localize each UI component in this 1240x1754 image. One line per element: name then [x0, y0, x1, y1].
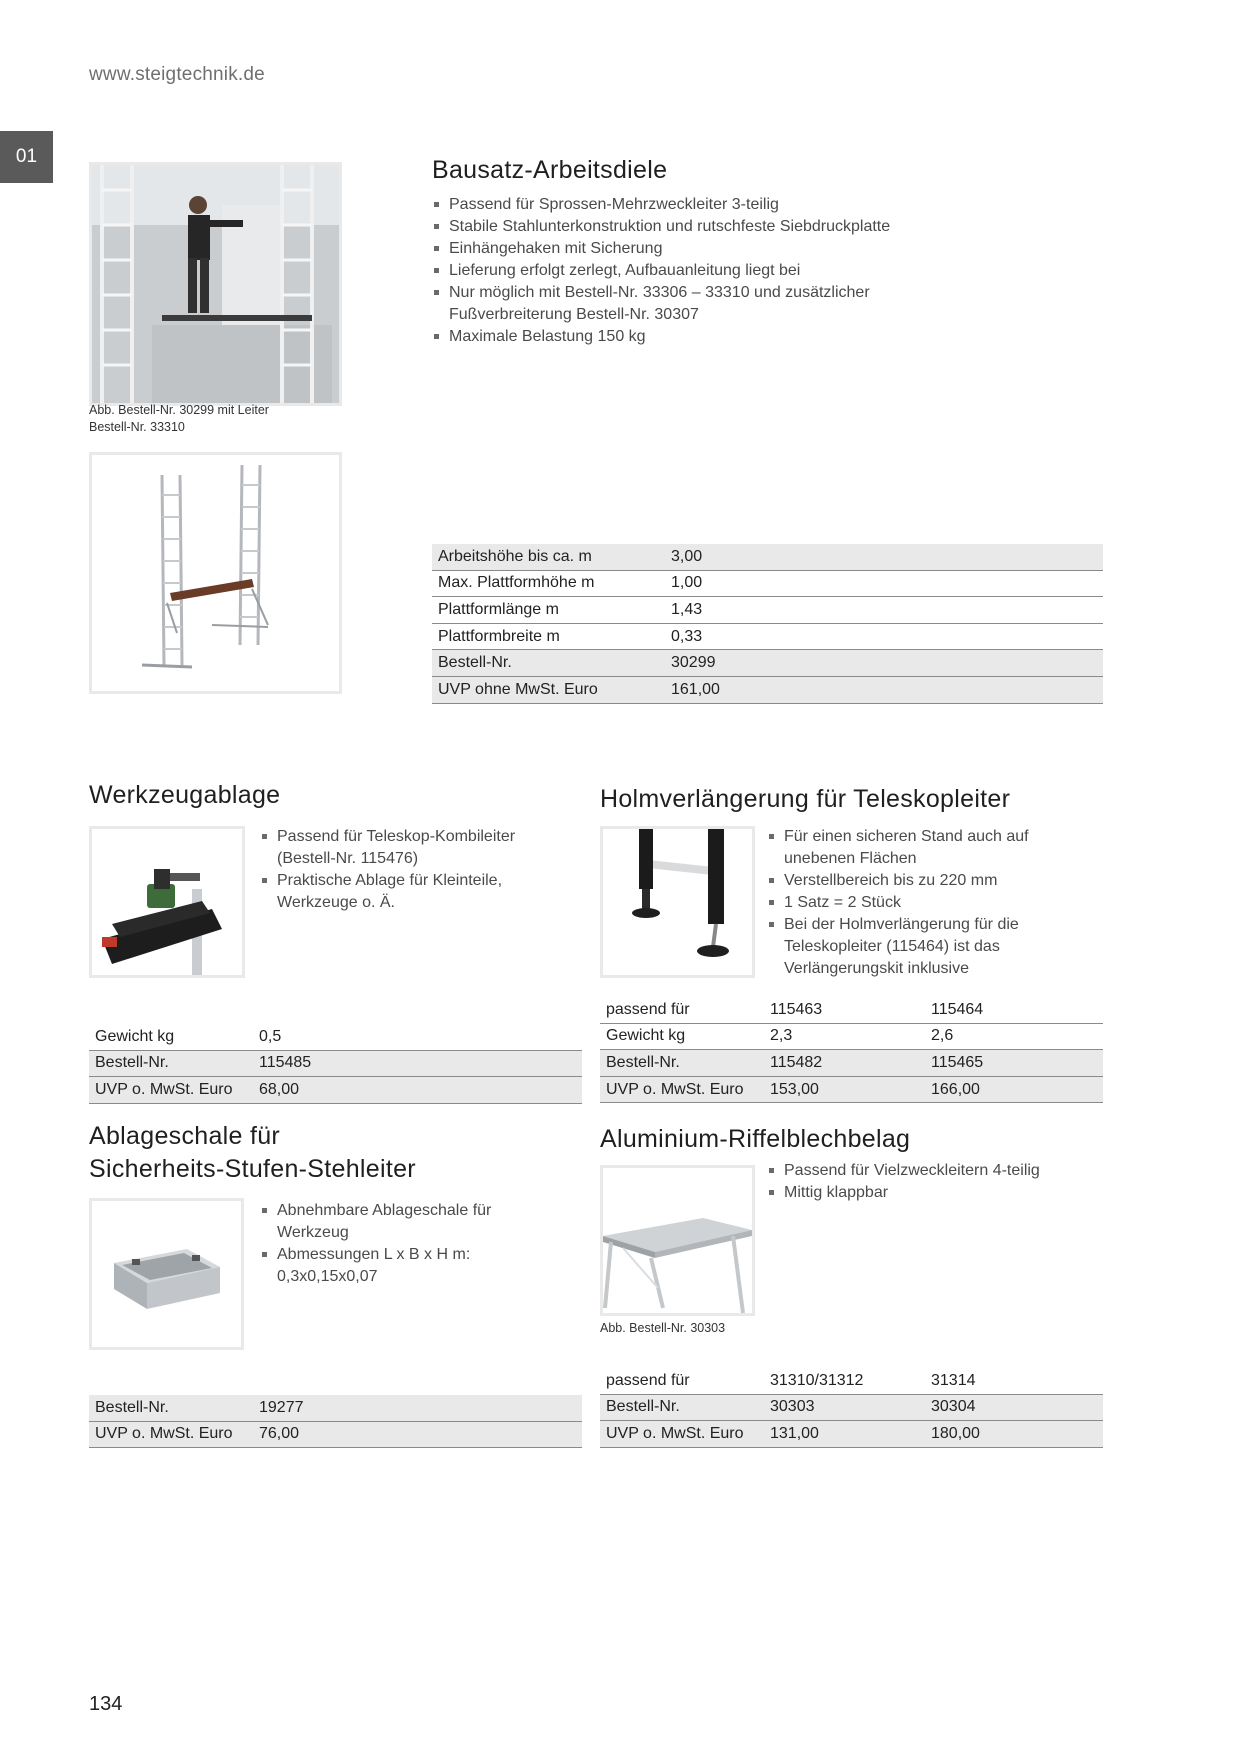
photo-caption: [89, 402, 269, 436]
table-row: [89, 1421, 582, 1448]
photo-caption-riffelblech: Abb. Bestell-Nr. 30303: [600, 1321, 726, 1335]
table-row: [600, 1023, 1103, 1050]
feature-item: Bei der Holmverlängerung für die Teleskopleiter (115464) ist das Verlängerungskit inklusive: [767, 914, 1054, 980]
spec-value: 115463: [764, 997, 925, 1023]
feature-list-ablageschale: [260, 1200, 550, 1288]
spec-label: Plattformbreite m: [432, 623, 665, 650]
feature-item: Für einen sicheren Stand auch auf unebenen Flächen: [767, 826, 1044, 870]
table-row: [89, 1024, 582, 1050]
product-title-line-1: Ablageschale für: [89, 1122, 281, 1150]
spec-label: UVP ohne MwSt. Euro: [432, 676, 665, 703]
spec-label: Gewicht kg: [600, 1023, 764, 1050]
product-title-bausatz: Bausatz-Arbeitsdiele: [432, 156, 668, 184]
spec-table-bausatz: [432, 544, 1103, 704]
table-row: [600, 1368, 1103, 1394]
spec-value: 30299: [665, 650, 1103, 677]
table-row: [600, 1050, 1103, 1077]
spec-value: 30304: [925, 1394, 1103, 1421]
feature-list-riffelblechbelag: [767, 1160, 1107, 1204]
table-row: [432, 676, 1103, 703]
product-photo-worker-on-scaffold: [89, 162, 342, 406]
feature-item: Praktische Ablage für Kleinteile, Werkzeuge o. Ä.: [260, 870, 532, 914]
feature-item: 1 Satz = 2 Stück: [767, 892, 1047, 914]
spec-value: 68,00: [253, 1077, 582, 1104]
scaffold-photo-illustration: [92, 165, 339, 403]
spec-table-holmverlaengerung: [600, 997, 1103, 1103]
feature-item: Maximale Belastung 150 kg: [432, 326, 972, 348]
table-row: [600, 997, 1103, 1023]
page-number: 134: [89, 1693, 123, 1715]
spec-label: UVP o. MwSt. Euro: [600, 1421, 764, 1448]
spec-label: Plattformlänge m: [432, 597, 665, 624]
tray-illustration: [92, 1201, 241, 1347]
feature-item: Abmessungen L x B x H m: 0,3x0,15x0,07: [260, 1244, 517, 1288]
spec-value: 115465: [925, 1050, 1103, 1077]
aluminium-platform-illustration: [603, 1168, 752, 1313]
spec-value: 31310/31312: [764, 1368, 925, 1394]
table-row: [432, 597, 1103, 624]
feature-item: Lieferung erfolgt zerlegt, Aufbauanleitung liegt bei: [432, 260, 972, 282]
spec-value: 115482: [764, 1050, 925, 1077]
feature-list-bausatz: [432, 194, 972, 348]
product-title-line-2: Sicherheits-Stufen-Stehleiter: [89, 1155, 416, 1183]
product-photo-leg-extension: [600, 826, 755, 978]
feature-list-werkzeugablage: [260, 826, 550, 914]
spec-table-ablageschale: [89, 1395, 582, 1448]
spec-value: 115464: [925, 997, 1103, 1023]
table-row: [600, 1076, 1103, 1103]
feature-item: Abnehmbare Ablageschale für Werkzeug: [260, 1200, 517, 1244]
feature-item: Stabile Stahlunterkonstruktion und rutschfeste Siebdruckplatte: [432, 216, 972, 238]
spec-table-werkzeugablage: [89, 1024, 582, 1104]
spec-value: 1,00: [665, 570, 1103, 597]
tool-tray-illustration: [92, 829, 242, 975]
spec-value: 0,5: [253, 1024, 582, 1050]
table-row: [432, 570, 1103, 597]
spec-label: Arbeitshöhe bis ca. m: [432, 544, 665, 570]
spec-value: 2,3: [764, 1023, 925, 1050]
table-row: [89, 1077, 582, 1104]
spec-value: 131,00: [764, 1421, 925, 1448]
feature-item: Einhängehaken mit Sicherung: [432, 238, 972, 260]
feature-item: Mittig klappbar: [767, 1182, 1107, 1204]
feature-item: Verstellbereich bis zu 220 mm: [767, 870, 1047, 892]
table-row: [432, 623, 1103, 650]
feature-item: Nur möglich mit Bestell-Nr. 33306 – 33310 und zusätzlicher Fußverbreiterung Bestell-Nr. 30307: [432, 282, 929, 326]
product-title-ablageschale: [89, 1120, 416, 1186]
spec-value: 3,00: [665, 544, 1103, 570]
spec-table-riffelblechbelag: [600, 1368, 1103, 1448]
spec-label: Bestell-Nr.: [600, 1394, 764, 1421]
product-photo-aluminium-platform: [600, 1165, 755, 1316]
product-title-werkzeugablage: Werkzeugablage: [89, 781, 281, 809]
spec-value: 30303: [764, 1394, 925, 1421]
spec-label: passend für: [600, 997, 764, 1023]
product-title-holmverlaengerung: Holmverlängerung für Teleskopleiter: [600, 785, 1011, 813]
spec-label: Bestell-Nr.: [89, 1395, 253, 1421]
feature-item: Passend für Vielzweckleitern 4-teilig: [767, 1160, 1107, 1182]
spec-value: 180,00: [925, 1421, 1103, 1448]
spec-value: 0,33: [665, 623, 1103, 650]
table-row: [432, 650, 1103, 677]
spec-value: 161,00: [665, 676, 1103, 703]
spec-label: UVP o. MwSt. Euro: [600, 1076, 764, 1103]
ladder-platform-illustration: [92, 455, 339, 691]
spec-label: passend für: [600, 1368, 764, 1394]
website-url: www.steigtechnik.de: [89, 64, 265, 85]
feature-item: Passend für Sprossen-Mehrzweckleiter 3-teilig: [432, 194, 972, 216]
product-photo-tray: [89, 1198, 244, 1350]
leg-extension-illustration: [603, 829, 752, 975]
feature-item: Passend für Teleskop-Kombileiter (Bestell-Nr. 115476): [260, 826, 532, 870]
table-row: [432, 544, 1103, 570]
spec-value: 166,00: [925, 1076, 1103, 1103]
table-row: [89, 1050, 582, 1077]
table-row: [89, 1395, 582, 1421]
chapter-tab: 01: [0, 131, 53, 183]
spec-value: 115485: [253, 1050, 582, 1077]
spec-label: Bestell-Nr.: [89, 1050, 253, 1077]
table-row: [600, 1394, 1103, 1421]
product-photo-ladder-with-platform: [89, 452, 342, 694]
spec-value: 19277: [253, 1395, 582, 1421]
spec-label: Bestell-Nr.: [600, 1050, 764, 1077]
feature-list-holmverlaengerung: [767, 826, 1047, 980]
spec-label: Max. Plattformhöhe m: [432, 570, 665, 597]
table-row: [600, 1421, 1103, 1448]
photo-caption-line-1: Abb. Bestell-Nr. 30299 mit Leiter: [89, 403, 269, 417]
spec-value: 1,43: [665, 597, 1103, 624]
product-photo-tool-tray: [89, 826, 245, 978]
spec-label: Gewicht kg: [89, 1024, 253, 1050]
spec-label: UVP o. MwSt. Euro: [89, 1421, 253, 1448]
spec-value: 76,00: [253, 1421, 582, 1448]
spec-value: 2,6: [925, 1023, 1103, 1050]
spec-value: 153,00: [764, 1076, 925, 1103]
photo-caption-line-2: Bestell-Nr. 33310: [89, 420, 185, 434]
product-title-riffelblechbelag: Aluminium-Riffelblechbelag: [600, 1125, 911, 1153]
spec-value: 31314: [925, 1368, 1103, 1394]
spec-label: Bestell-Nr.: [432, 650, 665, 677]
spec-label: UVP o. MwSt. Euro: [89, 1077, 253, 1104]
